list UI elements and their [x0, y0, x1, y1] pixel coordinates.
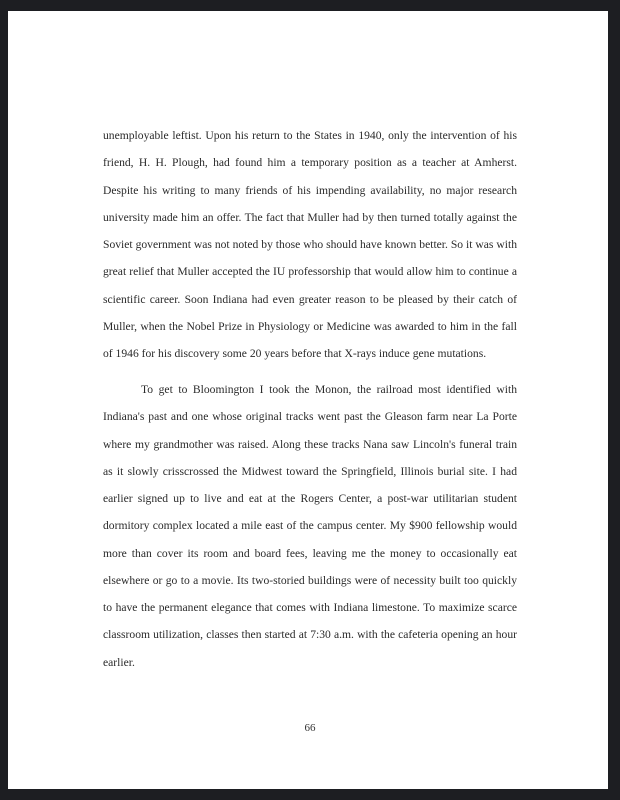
text-line: of 1946 for his discovery some 20 years before that X-rays induce gene mutations. [103, 347, 487, 360]
paragraph-1 [103, 122, 517, 367]
text-line: earlier signed up to live and eat at the Rogers Center, a post-war utilitarian student [103, 492, 517, 505]
text-line: classroom utilization, classes then started at 7:30 a.m. with the cafeteria opening an hour [103, 628, 517, 642]
text-line: Soviet government was not noted by those who should have known better. So it was with [103, 238, 517, 251]
text-line: scientific career. Soon Indiana had even greater reason to be pleased by their catch of [103, 292, 517, 306]
text-line: as it slowly crisscrossed the Midwest toward the Springfield, Illinois burial site. I had [103, 464, 517, 478]
text-line: to have the permanent elegance that comes with Indiana limestone. To maximize scarce [103, 601, 517, 614]
paragraph-2 [103, 376, 517, 676]
text-line: Indiana's past and one whose original tracks went past the Gleason farm near La Porte [103, 410, 517, 424]
text-line: earlier. [103, 655, 135, 669]
text-line: Muller, when the Nobel Prize in Physiology or Medicine was awarded to him in the fall [103, 319, 517, 333]
text-line: great relief that Muller accepted the IU professorship that would allow him to continue a [103, 265, 517, 279]
text-line: elsewhere or go to a movie. Its two-storied buildings were of necessity built too quickly [103, 573, 517, 587]
page-number: 66 [304, 722, 316, 734]
text-line: unemployable leftist. Upon his return to the States in 1940, only the intervention of his [103, 129, 517, 142]
text-line: friend, H. H. Plough, had found him a temporary position as a teacher at Amherst. [103, 156, 517, 170]
text-line: more than cover its room and board fees, leaving me the money to occasionally eat [103, 546, 517, 560]
text-line: To get to Bloomington I took the Monon, the railroad most identified with [141, 383, 517, 396]
text-line: university made him an offer. The fact that Muller had by then turned totally against the [103, 210, 517, 224]
text-line: dormitory complex located a mile east of the campus center. My $900 fellowship would [103, 519, 517, 533]
text-line: Despite his writing to many friends of his impending availability, no major research [103, 183, 517, 197]
text-line: where my grandmother was raised. Along these tracks Nana saw Lincoln's funeral train [103, 437, 517, 451]
